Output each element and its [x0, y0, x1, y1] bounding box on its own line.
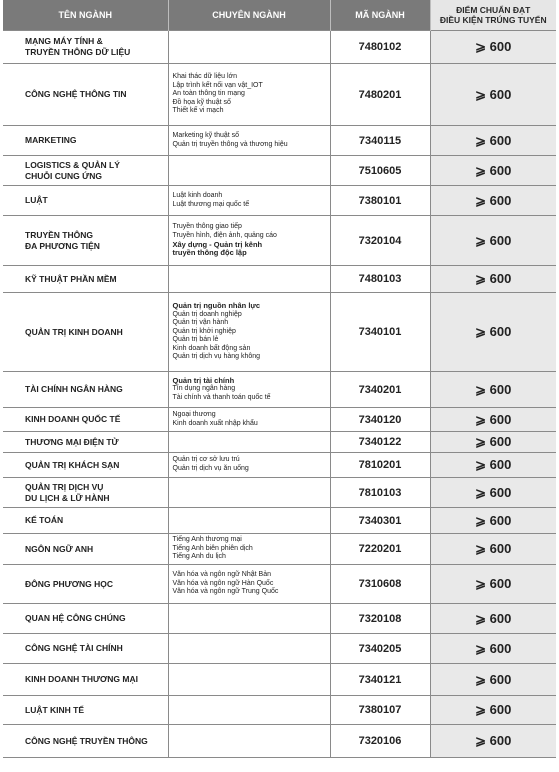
specialization-item: Tài chính và thanh toán quốc tế — [172, 393, 271, 401]
major-name-line: MARKETING — [25, 135, 77, 145]
specializations — [168, 266, 330, 293]
cutoff-score: ⩾ 600 — [430, 634, 556, 664]
cutoff-score: ⩾ 600 — [430, 156, 556, 186]
cutoff-score: ⩾ 600 — [430, 534, 556, 565]
major-name-line: TRUYỀN THÔNG — [25, 229, 93, 240]
major-name-line: LOGISTICS & QUẢN LÝ — [25, 159, 120, 170]
major-name-line: DU LỊCH & LỮ HÀNH — [25, 492, 110, 503]
table-row — [3, 478, 556, 508]
specialization-item: Thiết kế vi mạch — [172, 107, 224, 115]
major-code: 7380107 — [330, 696, 430, 725]
table-row — [3, 126, 556, 156]
specializations — [168, 664, 330, 696]
major-code: 7480201 — [330, 64, 430, 126]
specialization-item: Kinh doanh xuất nhập khẩu — [172, 419, 258, 427]
specialization-item: Đồ họa kỹ thuật số — [172, 98, 231, 106]
major-name-line: NGÔN NGỮ ANH — [25, 543, 94, 554]
major-code: 7510605 — [330, 156, 430, 186]
major-name — [3, 64, 168, 126]
specializations — [168, 534, 330, 565]
specialization-item: Luật kinh doanh — [172, 191, 223, 199]
major-name — [3, 432, 168, 453]
major-name — [3, 372, 168, 408]
specialization-item: Quản trị cơ sở lưu trú — [172, 456, 240, 464]
specializations — [168, 508, 330, 534]
table-row — [3, 216, 556, 266]
major-name-line: CÔNG NGHỆ TÀI CHÍNH — [25, 643, 123, 653]
major-name-line: ĐÔNG PHƯƠNG HỌC — [25, 578, 113, 589]
specialization-item: Văn hóa và ngôn ngữ Trung Quốc — [172, 588, 279, 596]
specializations — [168, 293, 330, 372]
specializations — [168, 634, 330, 664]
table-row — [3, 266, 556, 293]
specialization-item: Quản trị khởi nghiệp — [172, 327, 236, 335]
major-code: 7810201 — [330, 453, 430, 478]
specialization-item: An toàn thông tin mạng — [172, 90, 245, 98]
major-name-line: QUẢN TRỊ DỊCH VỤ — [25, 481, 104, 492]
specializations — [168, 478, 330, 508]
specializations — [168, 696, 330, 725]
table-row — [3, 534, 556, 565]
specializations — [168, 156, 330, 186]
major-code: 7220201 — [330, 534, 430, 565]
major-code: 7480102 — [330, 31, 430, 64]
major-name — [3, 508, 168, 534]
cutoff-score: ⩾ 600 — [430, 725, 556, 758]
major-name-line: TRUYỀN THÔNG DỮ LIỆU — [25, 47, 131, 57]
major-name-line: QUẢN TRỊ KHÁCH SẠN — [25, 459, 120, 470]
table-row — [3, 453, 556, 478]
major-name-line: TÀI CHÍNH NGÂN HÀNG — [25, 384, 123, 394]
major-name — [3, 408, 168, 432]
major-name — [3, 31, 168, 64]
table-row — [3, 565, 556, 604]
major-name-line: CÔNG NGHỆ TRUYỀN THÔNG — [25, 735, 148, 746]
cutoff-score: ⩾ 600 — [430, 266, 556, 293]
major-code: 7380101 — [330, 186, 430, 216]
specializations — [168, 725, 330, 758]
major-name-line: LUẬT — [25, 195, 48, 205]
cutoff-score: ⩾ 600 — [430, 216, 556, 266]
cutoff-score: ⩾ 600 — [430, 186, 556, 216]
specialization-item: Tiếng Anh du lịch — [172, 553, 226, 561]
major-code: 7340121 — [330, 664, 430, 696]
major-name-line: CHUỖI CUNG ỨNG — [25, 170, 102, 181]
specialization-item: Tiếng Anh biên phiên dịch — [172, 544, 253, 552]
specialization-item: Xây dựng - Quản trị kênh — [172, 239, 263, 249]
specialization-item: Quản trị bán lẻ — [172, 336, 219, 344]
specialization-item: Văn hóa và ngôn ngữ Hàn Quốc — [172, 579, 274, 587]
specialization-item: Marketing kỹ thuật số — [172, 131, 240, 139]
major-code: 7480103 — [330, 266, 430, 293]
major-name — [3, 156, 168, 186]
header-spec: CHUYÊN NGÀNH — [168, 0, 330, 31]
major-code: 7320106 — [330, 725, 430, 758]
major-name-line: QUẢN TRỊ KINH DOANH — [25, 326, 123, 337]
specialization-item: Văn hóa và ngôn ngữ Nhật Bản — [172, 571, 271, 579]
major-name-line: QUAN HỆ CÔNG CHÚNG — [25, 613, 126, 623]
header-row — [3, 0, 556, 31]
cutoff-score: ⩾ 600 — [430, 508, 556, 534]
major-name-line: KINH DOANH QUỐC TẾ — [25, 414, 121, 424]
cutoff-score: ⩾ 600 — [430, 664, 556, 696]
major-code: 7340201 — [330, 372, 430, 408]
major-code: 7340115 — [330, 126, 430, 156]
table-row — [3, 372, 556, 408]
specialization-item: Quản trị tài chính — [172, 375, 235, 385]
specialization-item: Kinh doanh bất động sản — [172, 344, 251, 352]
major-name — [3, 664, 168, 696]
major-code: 7810103 — [330, 478, 430, 508]
cutoff-score: ⩾ 600 — [430, 478, 556, 508]
major-name-line: THƯƠNG MẠI ĐIỆN TỬ — [25, 436, 119, 447]
specialization-item: Truyền thông giao tiếp — [172, 223, 242, 231]
major-code: 7340120 — [330, 408, 430, 432]
major-name — [3, 126, 168, 156]
specializations — [168, 604, 330, 634]
cutoff-score: ⩾ 600 — [430, 604, 556, 634]
specialization-item: Truyền hình, điện ảnh, quảng cáo — [172, 231, 277, 239]
major-name — [3, 565, 168, 604]
table-row — [3, 156, 556, 186]
header-score-line1: ĐIỂM CHUẨN ĐẠT — [456, 5, 531, 15]
major-name — [3, 216, 168, 266]
major-code: 7340301 — [330, 508, 430, 534]
specialization-item: Ngoại thương — [172, 410, 216, 418]
major-name-line: KINH DOANH THƯƠNG MẠI — [25, 674, 138, 684]
major-name — [3, 453, 168, 478]
table-row — [3, 696, 556, 725]
table-row — [3, 186, 556, 216]
specialization-item: Quản trị doanh nghiệp — [172, 310, 242, 318]
major-name-line: ĐA PHƯƠNG TIỆN — [25, 240, 100, 251]
major-name — [3, 634, 168, 664]
major-name-line: KẾ TOÁN — [25, 515, 64, 525]
specializations — [168, 565, 330, 604]
table-row — [3, 31, 556, 64]
cutoff-score: ⩾ 600 — [430, 372, 556, 408]
header-name: TÊN NGÀNH — [3, 0, 168, 31]
major-code: 7320108 — [330, 604, 430, 634]
table-row — [3, 634, 556, 664]
specialization-item: Quản trị truyền thông và thương hiệu — [172, 140, 288, 148]
table-row — [3, 432, 556, 453]
header-code: MÃ NGÀNH — [330, 0, 430, 31]
specialization-item: Lập trình kết nối vạn vật_IOT — [172, 81, 263, 89]
major-name — [3, 293, 168, 372]
table-row — [3, 508, 556, 534]
specialization-item: Tiếng Anh thương mại — [172, 536, 242, 544]
major-name — [3, 478, 168, 508]
specialization-item: Tín dụng ngân hàng — [172, 385, 236, 393]
specialization-item: Quản trị dịch vụ hàng không — [172, 353, 261, 361]
cutoff-score: ⩾ 600 — [430, 31, 556, 64]
specializations — [168, 408, 330, 432]
specializations — [168, 186, 330, 216]
specializations — [168, 31, 330, 64]
major-name-line: MẠNG MÁY TÍNH & — [25, 36, 103, 46]
header-score — [430, 0, 556, 31]
major-name-line: CÔNG NGHỆ THÔNG TIN — [25, 89, 127, 99]
cutoff-score: ⩾ 600 — [430, 432, 556, 453]
specialization-item: Luật thương mại quốc tế — [172, 200, 250, 208]
specializations — [168, 372, 330, 408]
major-name-line: LUẬT KINH TẾ — [25, 704, 85, 715]
cutoff-score: ⩾ 600 — [430, 453, 556, 478]
table-row — [3, 725, 556, 758]
admission-score-table — [3, 0, 556, 758]
cutoff-score: ⩾ 600 — [430, 408, 556, 432]
specialization-item: truyền thông độc lập — [172, 248, 247, 258]
specialization-item: Quản trị nguồn nhân lực — [172, 300, 261, 310]
major-name — [3, 696, 168, 725]
major-name — [3, 725, 168, 758]
table-row — [3, 664, 556, 696]
major-code: 7340205 — [330, 634, 430, 664]
major-name-line: KỸ THUẬT PHẦN MỀM — [25, 273, 117, 284]
cutoff-score: ⩾ 600 — [430, 64, 556, 126]
cutoff-score: ⩾ 600 — [430, 696, 556, 725]
specializations — [168, 432, 330, 453]
table-row — [3, 64, 556, 126]
cutoff-score: ⩾ 600 — [430, 293, 556, 372]
major-name — [3, 604, 168, 634]
table-row — [3, 408, 556, 432]
specializations — [168, 216, 330, 266]
major-name — [3, 534, 168, 565]
cutoff-score: ⩾ 600 — [430, 126, 556, 156]
header-score-line2: ĐIỀU KIỆN TRÚNG TUYỂN — [439, 15, 547, 25]
table-row — [3, 604, 556, 634]
major-name — [3, 266, 168, 293]
major-code: 7310608 — [330, 565, 430, 604]
major-code: 7320104 — [330, 216, 430, 266]
specialization-item: Quản trị dịch vụ ăn uống — [172, 465, 249, 472]
specialization-item: Khai thác dữ liệu lớn — [172, 73, 238, 81]
major-name — [3, 186, 168, 216]
specializations — [168, 64, 330, 126]
specialization-item: Quản trị vận hành — [172, 319, 229, 327]
major-code: 7340122 — [330, 432, 430, 453]
specializations — [168, 126, 330, 156]
specializations — [168, 453, 330, 478]
major-code: 7340101 — [330, 293, 430, 372]
table-row — [3, 293, 556, 372]
cutoff-score: ⩾ 600 — [430, 565, 556, 604]
